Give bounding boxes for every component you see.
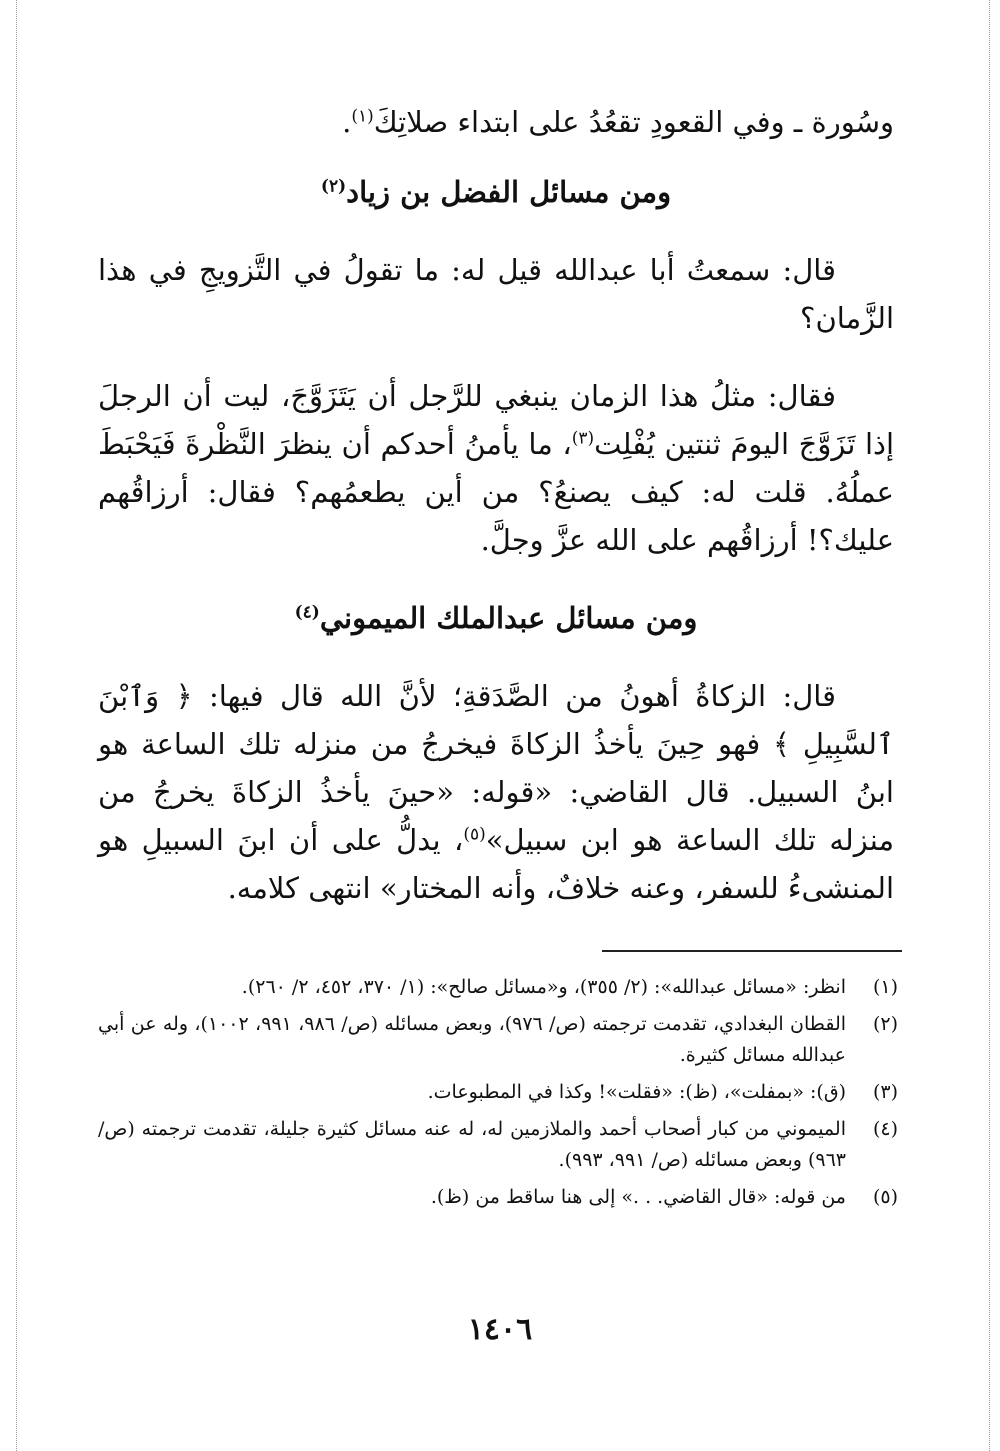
page-body [98,98,894,912]
paragraph-question: قال: سمعتُ أبا عبدالله قيل له: ما تقولُ في التَّزويجِ في هذا الزَّمان؟ [98,253,894,335]
footnote-item [98,1077,898,1108]
paragraph-answer [98,372,894,564]
paragraph-text: وسُورة ـ وفي القعودِ تقعُدُ على ابتداء صلاتِكَ [373,105,894,139]
footnote-ref[interactable]: (٥) [463,824,486,845]
footnote-ref[interactable]: (١) [351,106,374,127]
paragraph-text: ، يدلُّ على أن ابنَ السبيلِ هو المنشىءُ للسفر، وعنه خلافٌ، وأنه المختار» انتهى كلامه. [98,823,894,905]
spacer [98,342,894,372]
footnote-number: (٥) [872,1186,898,1208]
footnote-ref[interactable]: (٣) [571,428,595,449]
spacer [98,216,894,246]
footnote-ref[interactable]: (٢) [320,176,347,197]
paragraph-text: فقال: مثلُ هذا الزمان ينبغي للرَّجل أن يَتَزَوَّجَ، ليت أن الرجلَ إذا تَزَوَّجَ اليومَ ثنتين يُفْلِت [98,379,894,461]
footnote-number: (٢) [872,1013,898,1035]
footnote-separator [602,950,902,952]
footnote-number: (١) [872,976,898,998]
paragraph-opening [98,98,894,146]
footnote-ref[interactable]: (٤) [294,602,320,623]
section-heading-maymuni [98,594,894,642]
footnote-number: (٣) [872,1081,898,1103]
spacer [98,642,894,672]
scan-edge-left [16,0,17,1451]
scan-edge-right [989,0,990,1451]
footnote-text: من قوله: «قال القاضي. . .» إلى هنا ساقط من (ظ). [430,1186,846,1208]
heading-text: ومن مسائل الفضل بن زياد [346,175,672,209]
section-heading-fadl [98,168,894,216]
paragraph-zakat [98,672,894,912]
footnote-number: (٤) [872,1118,898,1140]
footnote-item [98,972,898,1003]
footnote-text: (ق): «بمفلت»، (ظ): «فقلت»! وكذا في المطبوعات. [427,1081,846,1103]
footnote-item [98,1114,898,1176]
heading-text: ومن مسائل عبدالملك الميموني [319,601,698,635]
footnote-text: انظر: «مسائل عبدالله»: (٢/ ٣٥٥)، و«مسائل صالح»: (١/ ٣٧٠، ٤٥٢، ٢/ ٢٦٠). [241,976,846,998]
page-number: ١٤٠٦ [467,1312,533,1347]
footnotes [98,972,898,1219]
paragraph-text: قال: الزكاةُ أهونُ من الصَّدَقةِ؛ لأنَّ الله قال فيها: ﴿ وَٱبْنَ ٱلسَّبِيلِ ﴾ فهو حِينَ يأخذُ الزكاةَ فيخرجُ من منزله تلك الساعة هو ابنُ السبيل. قال القاضي: «قوله: «حينَ يأخذُ الزكاةَ يخرجُ من منزله تلك الساعة هو ابن سبيل» [98,679,894,857]
footnote-item [98,1182,898,1213]
footnote-item [98,1009,898,1071]
spacer [98,146,894,168]
spacer [98,564,894,594]
footnote-text: الميموني من كبار أصحاب أحمد والملازمين له، له عنه مسائل كثيرة جليلة، تقدمت ترجمته (ص/ ٩٦٣) وبعض مسائله (ص/ ٩٩١، ٩٩٣). [98,1118,846,1171]
paragraph-end-mark: . [342,105,352,139]
footnote-text: القطان البغدادي، تقدمت ترجمته (ص/ ٩٧٦)، وبعض مسائله (ص/ ٩٨٦، ٩٩١، ١٠٠٢)، وله عن أبي عبدالله مسائل كثيرة. [98,1013,847,1066]
paragraph-text: ، ما يأمنُ أحدكم أن ينظرَ النَّظْرةَ فَيَحْبَطَ عملُهُ. قلت له: كيف يصنعُ؟ من أين يطعمُهم؟ فقال: أرزاقُهم عليك؟! أرزاقُهم على الله عزَّ وجلَّ. [98,427,894,557]
